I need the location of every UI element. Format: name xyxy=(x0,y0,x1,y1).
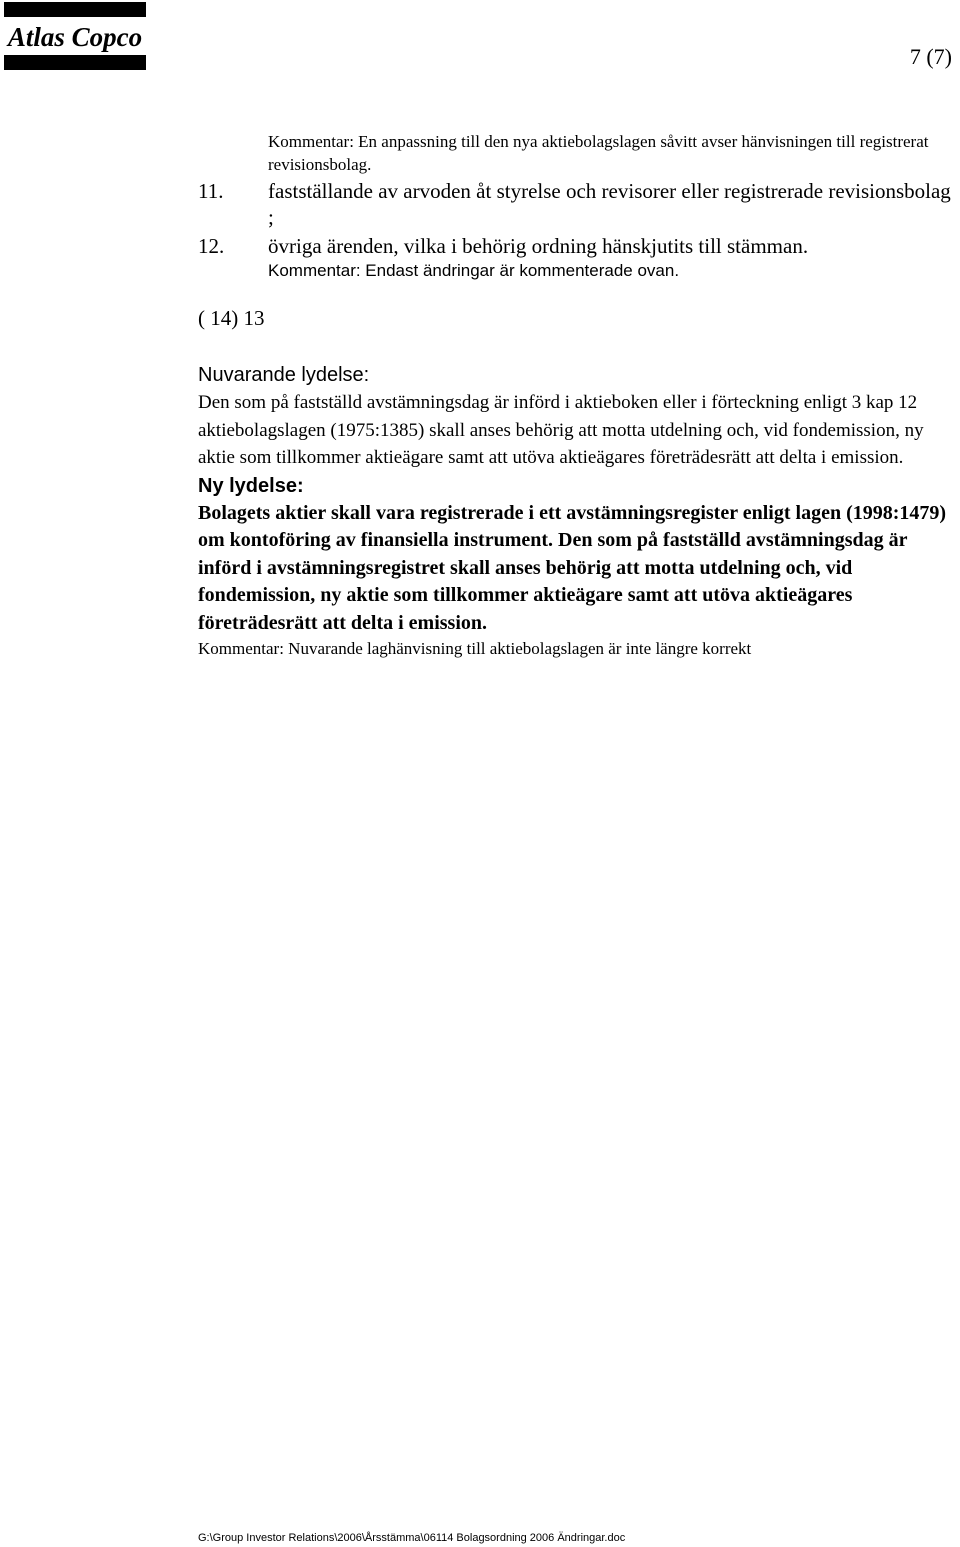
list-item-number: 12. xyxy=(198,234,225,258)
svg-text:Atlas Copco: Atlas Copco xyxy=(7,22,143,52)
list-item-number: 11. xyxy=(198,179,224,203)
footer-file-path: G:\Group Investor Relations\2006\Årsstämma\06114 Bolagsordning 2006 Ändringar.doc xyxy=(198,1532,626,1544)
new-wording-text: Bolagets aktier skall vara registrerade i ett avstämningsregister enligt lagen (1998:1479) om kontoföring av finansiella instrument. Den som på fastställd avstämningsdag är införd i avstämningsregistret skall anses behörig att motta utdelning och, vid fondemission, ny aktie som tillkommer aktieägare samt att utöva aktieägares företrädesrätt att delta i emission. xyxy=(198,501,947,634)
current-wording-text: Den som på fastställd avstämningsdag är införd i aktieboken eller i förteckning enligt 3 kap 12 aktiebolagslagen (1975:1385) skall anses behörig att motta utdelning och, vid fondemission, ny aktie som tillkommer aktieägare samt att utöva aktieägares företrädesrätt att delta i emission. xyxy=(198,392,924,468)
section-heading: ( 14) 13 xyxy=(198,306,265,330)
list-item-text: övriga ärenden, vilka i behörig ordning hänskjutits till stämman. xyxy=(268,234,809,258)
new-wording-label: Ny lydelse: xyxy=(198,474,304,497)
comment-endast-andringar: Kommentar: Endast ändringar är kommenterade ovan. xyxy=(268,261,680,280)
comment-laghanvisning: Kommentar: Nuvarande laghänvisning till aktiebolagslagen är inte längre korrekt xyxy=(198,639,752,658)
current-wording-block xyxy=(198,361,960,661)
page-number: 7 (7) xyxy=(909,44,952,69)
comment-revisionsbolag: Kommentar: En anpassning till den nya aktiebolagslagen såvitt avser hänvisningen till registrerat revisionsbolag. xyxy=(268,132,929,174)
atlas-copco-logo xyxy=(4,2,146,70)
list-item-text: fastställande av arvoden åt styrelse och revisorer eller registrerade revisionsbolag ; xyxy=(268,179,951,229)
current-wording-label: Nuvarande lydelse: xyxy=(198,364,370,386)
